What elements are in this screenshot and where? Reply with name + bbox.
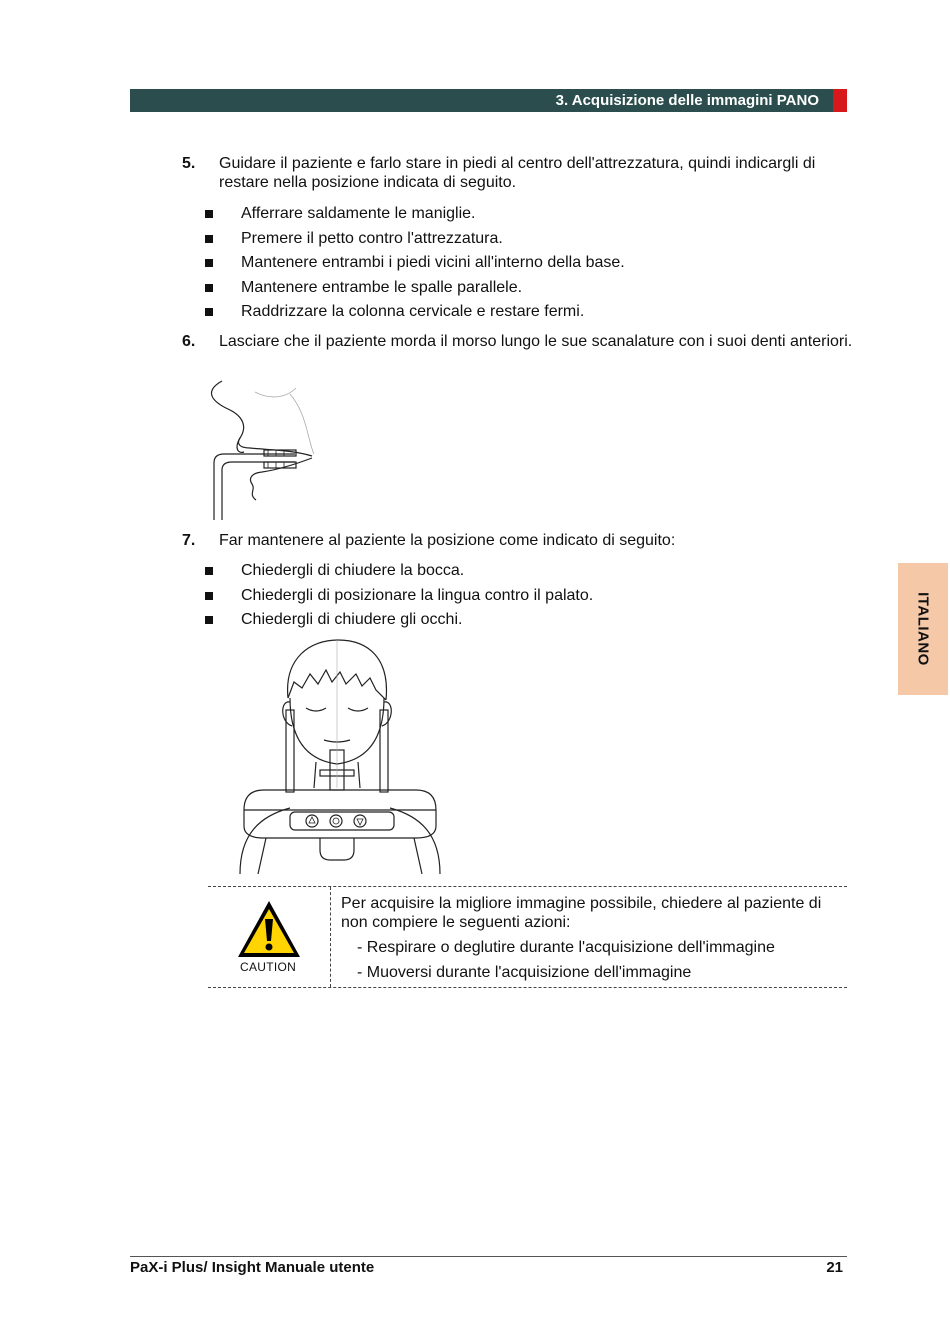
bullet-square-icon <box>205 567 213 575</box>
step-text: Far mantenere al paziente la posizione come indicato di seguito: <box>219 532 676 549</box>
footer-manual-title: PaX-i Plus/ Insight Manuale utente <box>130 1259 375 1276</box>
bullet-square-icon <box>205 235 213 243</box>
section-header-bar <box>130 89 833 112</box>
bullet-square-icon <box>205 308 213 316</box>
footer-divider <box>130 1256 847 1257</box>
step-number: 6. <box>182 333 196 350</box>
warning-triangle-icon <box>236 899 302 959</box>
bite-block-illustration <box>200 378 320 523</box>
bullet-square-icon <box>205 616 213 624</box>
step-number: 5. <box>182 155 196 172</box>
step-number: 7. <box>182 532 196 549</box>
step-text: Lasciare che il paziente morda il morso lungo le sue scanalature con i suoi denti anteriori. <box>219 333 853 350</box>
language-label: ITALIANO <box>914 592 932 666</box>
caution-box <box>208 886 847 988</box>
patient-positioning-illustration <box>220 638 460 874</box>
caution-item: - Respirare o deglutire durante l'acquisizione dell'immagine <box>357 939 775 956</box>
caution-text <box>341 894 841 982</box>
bullet-square-icon <box>205 210 213 218</box>
caution-intro: Per acquisire la migliore immagine possibile, chiedere al paziente di non compiere le seguenti azioni: <box>341 895 822 931</box>
language-side-tab <box>898 563 948 695</box>
bullet-square-icon <box>205 259 213 267</box>
header-accent-mark <box>833 89 847 112</box>
step-text: Guidare il paziente e farlo stare in piedi al centro dell'attrezzatura, quindi indicargli di restare nella posizione indicata di seguito. <box>219 155 816 191</box>
caution-item: - Muoversi durante l'acquisizione dell'immagine <box>357 964 692 981</box>
page-number: 21 <box>826 1259 843 1276</box>
caution-divider <box>330 887 331 987</box>
bullet-square-icon <box>205 284 213 292</box>
caution-label: CAUTION <box>240 960 297 974</box>
bullet-square-icon <box>205 592 213 600</box>
section-title: 3. Acquisizione delle immagini PANO <box>555 92 819 109</box>
